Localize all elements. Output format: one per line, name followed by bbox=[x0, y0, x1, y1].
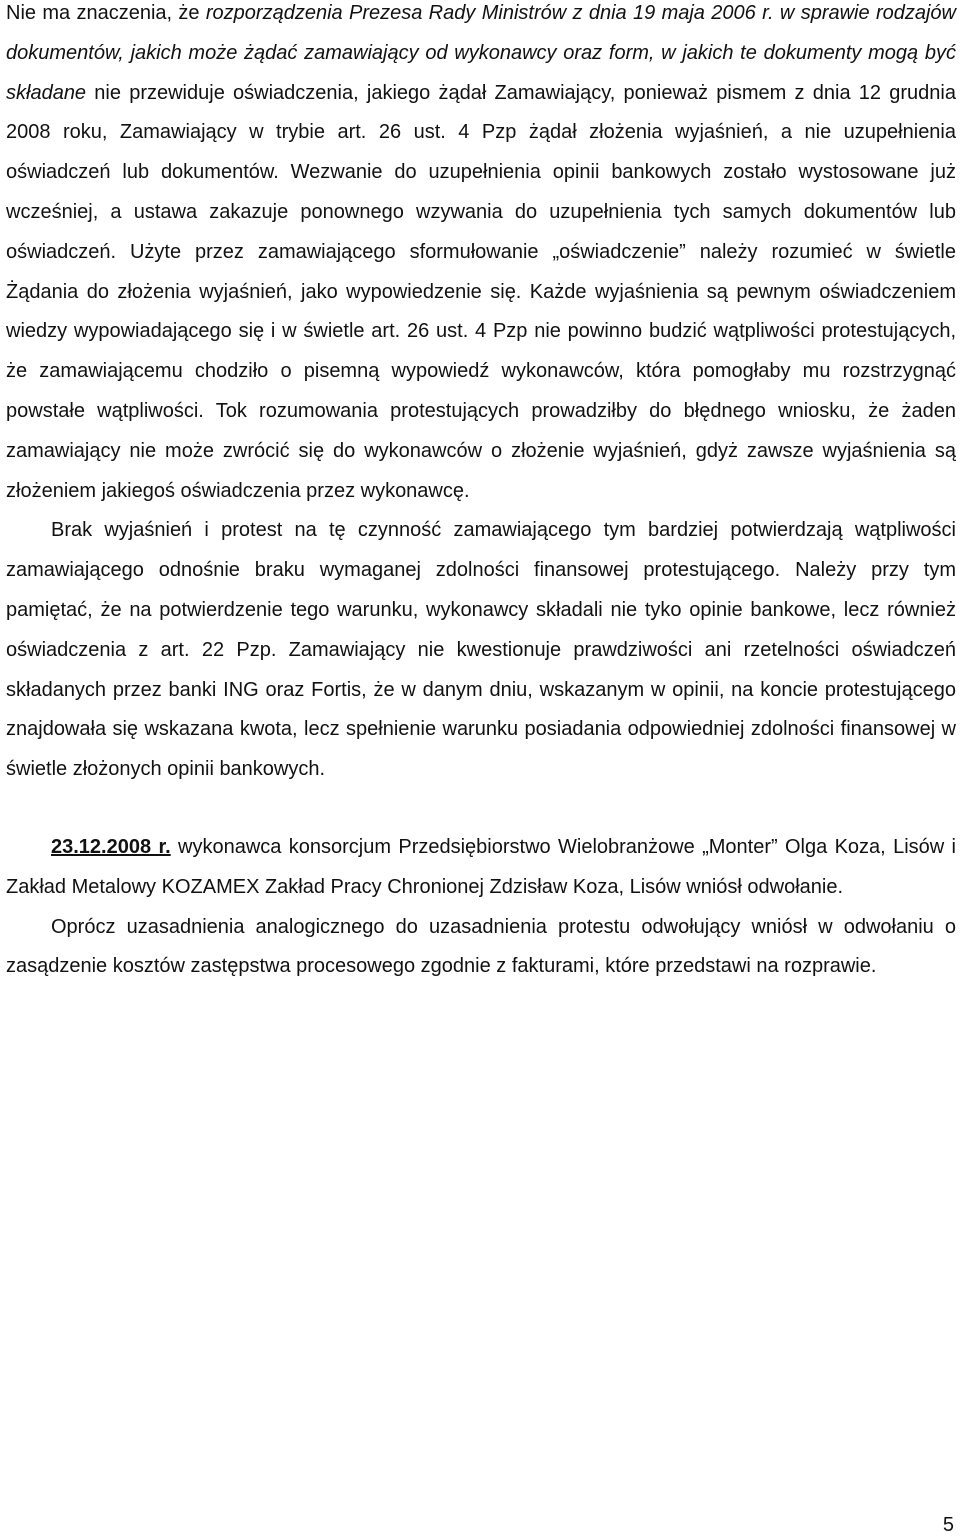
paragraph-1-rest: nie przewiduje oświadczenia, jakiego żądał Zamawiający, ponieważ pismem z dnia 12 grudnia 2008 roku, Zamawiający w trybie art. 26 ust. 4 Pzp żądał złożenia wyjaśnień, a nie uzupełnienia oświadczeń lub dokumentów. Wezwanie do uzupełnienia opinii bankowych zostało wystosowane już wcześniej, a ustawa zakazuje ponownego wzywania do uzupełnienia tych samych dokumentów lub oświadczeń. Użyte przez zamawiającego sformułowanie „oświadczenie” należy rozumieć w świetle Żądania do złożenia wyjaśnień, jako wypowiedzenie się. Każde wyjaśnienia są pewnym oświadczeniem wiedzy wypowiadającego się i w świetle art. 26 ust. 4 Pzp nie powinno budzić wątpliwości protestujących, że zamawiającemu chodziło o pisemną wypowiedź wykonawców, która pomogłaby mu rozstrzygnąć powstałe wątpliwości. Tok rozumowania protestujących prowadziłby do błędnego wniosku, że żaden zamawiający nie może zwrócić się do wykonawców o złożenie wyjaśnień, gdyż zawsze wyjaśnienia są złożeniem jakiegoś oświadczenia przez wykonawcę. bbox=[6, 81, 956, 502]
paragraph-1 bbox=[6, 0, 956, 511]
paragraph-3 bbox=[6, 828, 956, 908]
paragraph-4: Oprócz uzasadnienia analogicznego do uzasadnienia protestu odwołujący wniósł w odwołaniu o zasądzenie kosztów zastępstwa procesowego zgodnie z fakturami, które przedstawi na rozprawie. bbox=[6, 915, 956, 978]
document-page bbox=[6, 0, 956, 987]
page-number: 5 bbox=[942, 1514, 954, 1536]
paragraph-2: Brak wyjaśnień i protest na tę czynność zamawiającego tym bardziej potwierdzają wątpliwości zamawiającego odnośnie braku wymaganej zdolności finansowej protestującego. Należy przy tym pamiętać, że na potwierdzenie tego warunku, wykonawcy składali nie tyko opinie bankowe, lecz również oświadczenia z art. 22 Pzp. Zamawiający nie kwestionuje prawdziwości ani rzetelności oświadczeń składanych przez banki ING oraz Fortis, że w danym dniu, wskazanym w opinii, na koncie protestującego znajdowała się wskazana kwota, lecz spełnienie warunku posiadania odpowiedniej zdolności finansowej w świetle złożonych opinii bankowych. bbox=[6, 519, 956, 781]
paragraph-1-italic-citation: rozporządzenia Prezesa Rady Ministrów z dnia 19 maja 2006 r. w sprawie rodzajów dokumentów, jakich może żądać zamawiający od wykonawcy oraz form, w jakich te dokumenty mogą być składane bbox=[6, 2, 956, 104]
paragraph-1-lead: Nie ma znaczenia, że bbox=[6, 2, 206, 24]
paragraph-3-rest: wykonawca konsorcjum Przedsiębiorstwo Wielobranżowe „Monter” Olga Koza, Lisów i Zakład Metalowy KOZAMEX Zakład Pracy Chronionej Zdzisław Koza, Lisów wniósł odwołanie. bbox=[6, 835, 956, 898]
paragraph-3-date: 23.12.2008 r. bbox=[51, 835, 171, 858]
